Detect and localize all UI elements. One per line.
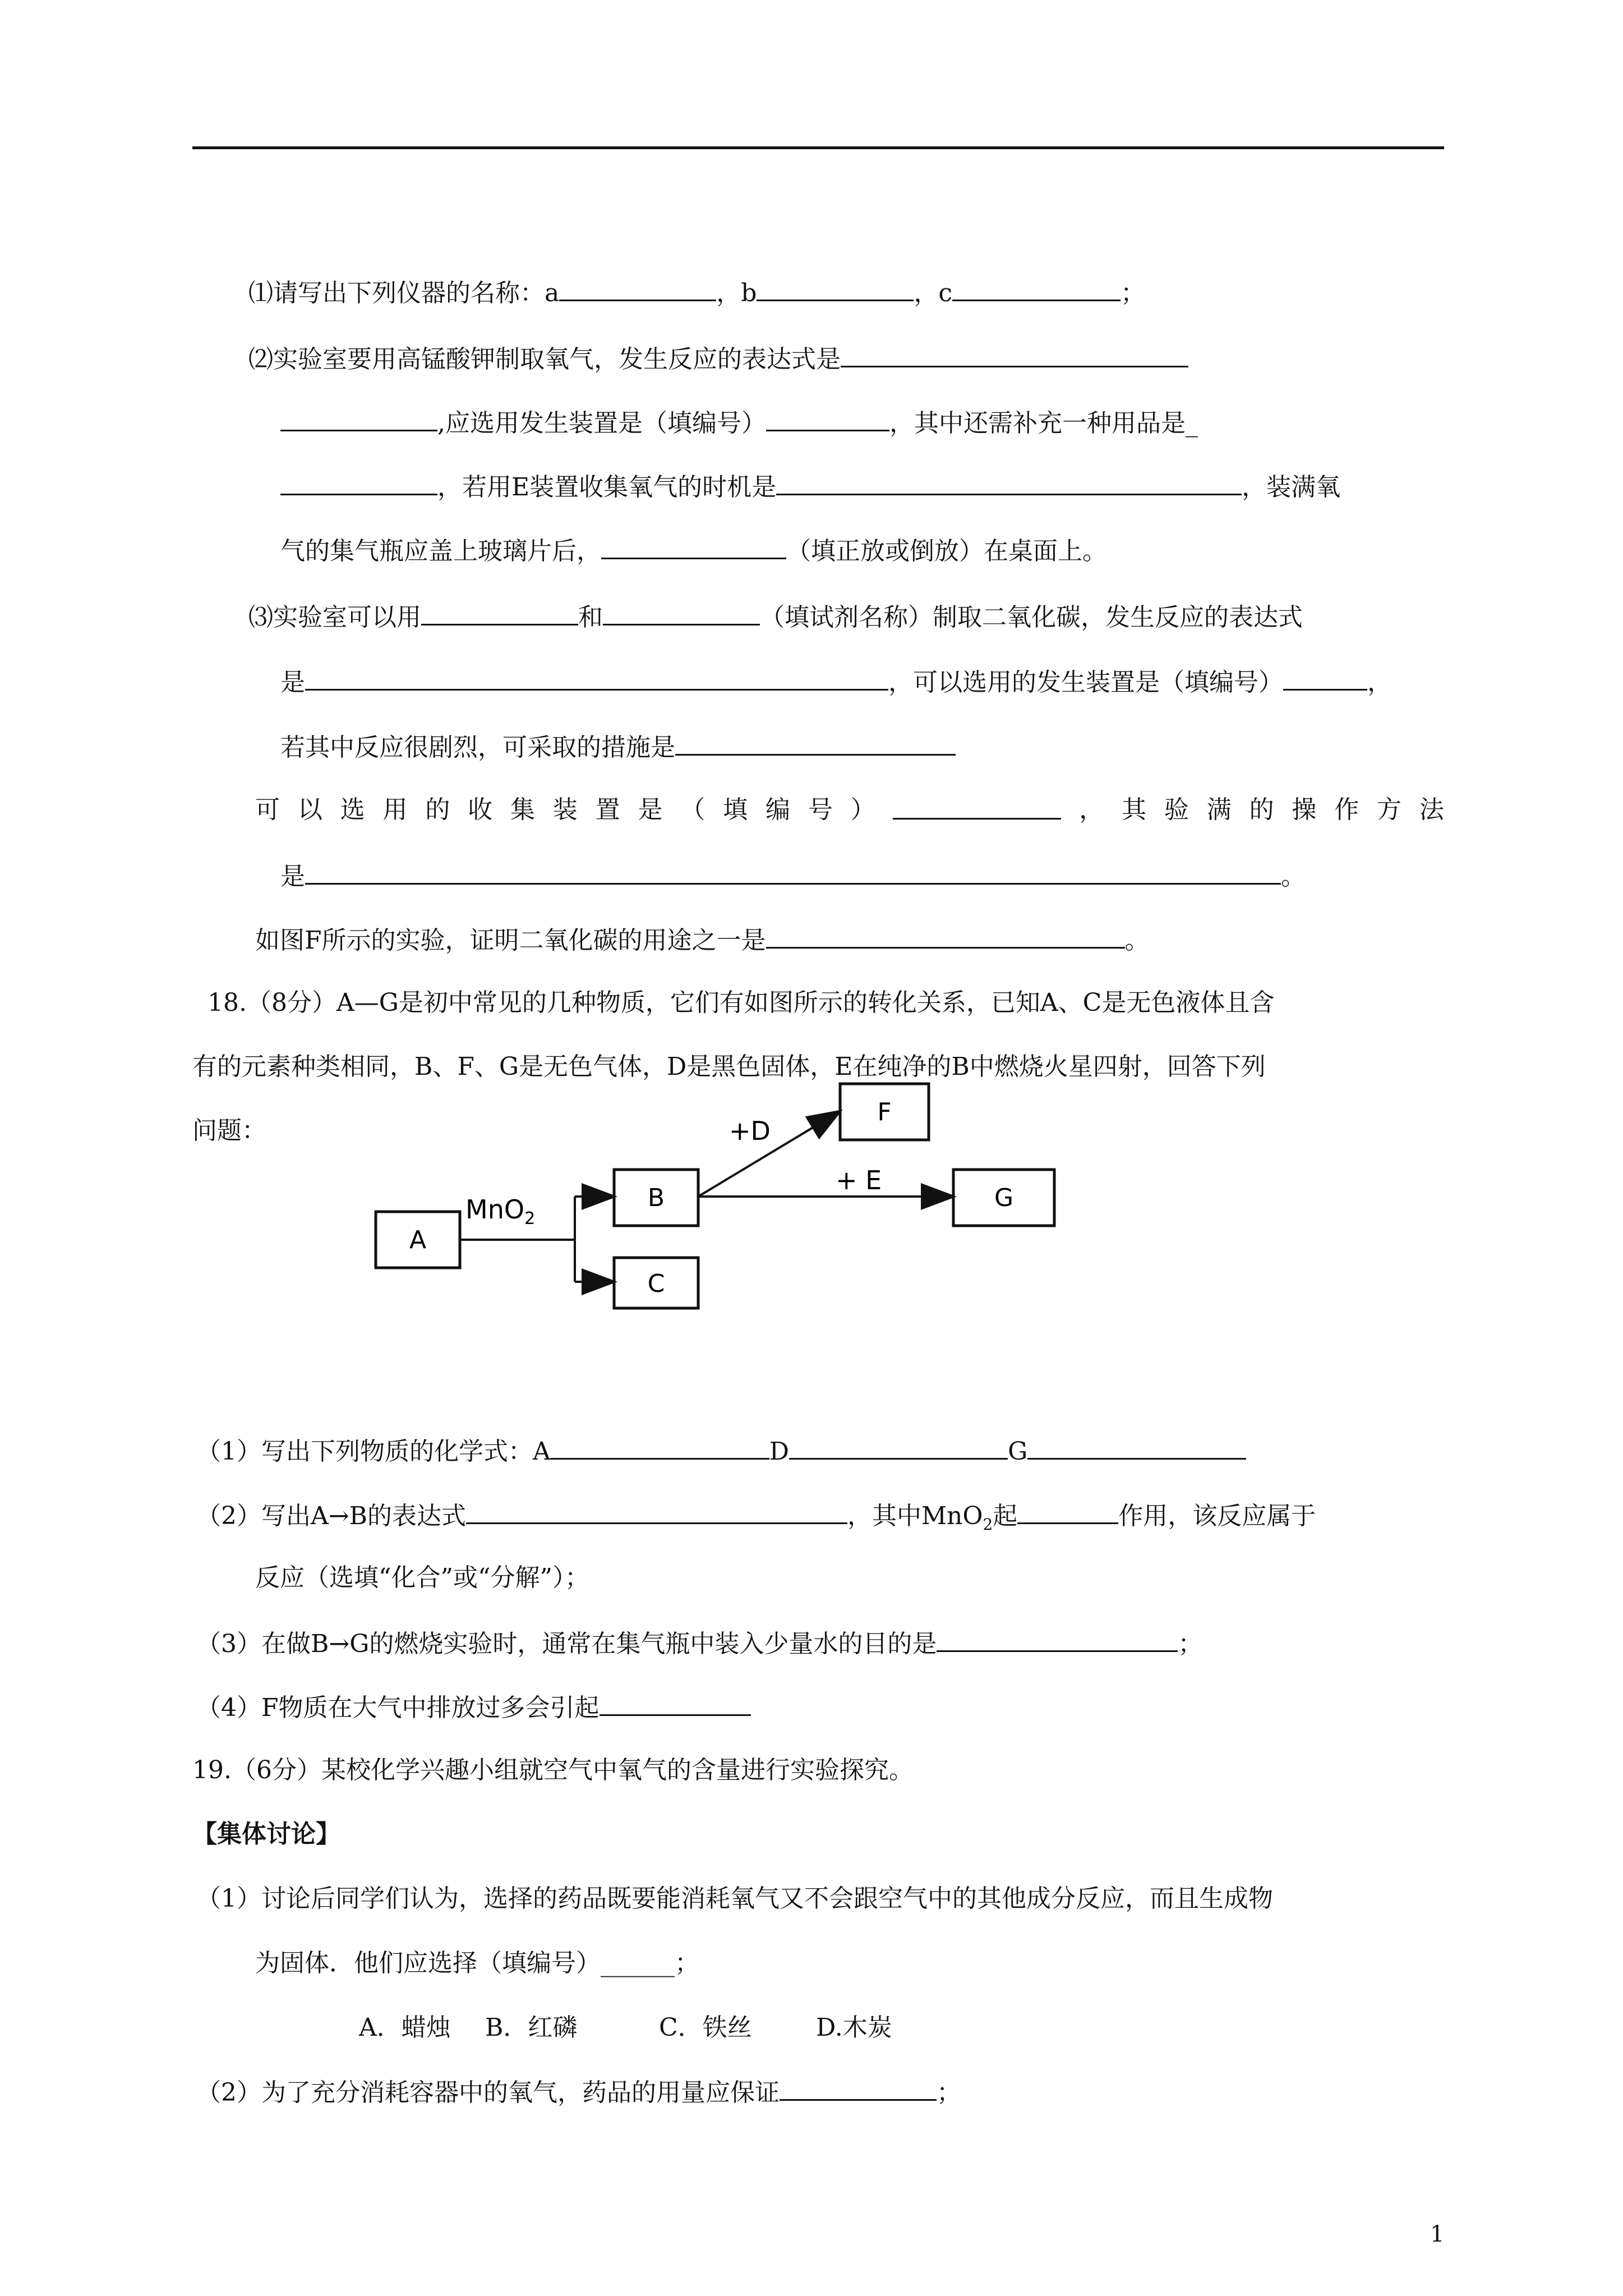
box-C xyxy=(614,1258,698,1308)
blank-co2-use[interactable] xyxy=(766,922,1125,949)
blank-supplement[interactable] xyxy=(280,469,437,495)
blank-formula-A[interactable] xyxy=(551,1433,769,1460)
q17-part3-line5: 是 。 xyxy=(280,858,1306,894)
q17-part3-line2: 是 ，可以选用的发生装置是（填编号） ， xyxy=(280,664,1392,700)
blank-b[interactable] xyxy=(757,275,914,301)
q19-stem: 19.（6分）某校化学兴趣小组就空气中氧气的含量进行实验探究。 xyxy=(192,1756,914,1784)
q19-sub2: （2）为了充分消耗容器中的氧气，药品的用量应保证 ； xyxy=(196,2074,961,2110)
q17-part2-line4: 气的集气瓶应盖上玻璃片后， （填正放或倒放）在桌面上。 xyxy=(280,533,1107,568)
option-b[interactable]: B．红磷 xyxy=(485,2013,578,2042)
blank-co2-equation[interactable] xyxy=(305,664,888,691)
blank-kmno4-equation-cont[interactable] xyxy=(280,405,437,431)
box-G xyxy=(953,1170,1054,1226)
q17-part3-line6: 如图F所示的实验，证明二氧化碳的用途之一是 。 xyxy=(255,922,1150,958)
blank-co2-generator[interactable] xyxy=(1283,664,1367,691)
blank-a[interactable] xyxy=(559,275,716,301)
blank-water-purpose[interactable] xyxy=(937,1626,1178,1652)
q17-part2-line3: ，若用E装置收集氧气的时机是 ，装满氧 xyxy=(280,469,1340,504)
q18-stem-line3: 问题： xyxy=(192,1116,266,1145)
box-F xyxy=(840,1084,929,1140)
q18-stem-line1: 18.（8分）A—G是初中常见的几种物质，它们有如图所示的转化关系，已知A、C是无色液体且含 xyxy=(208,988,1275,1017)
q17-part1: ⑴请写出下列仪器的名称：a ，b ，c ； xyxy=(248,275,1145,310)
blank-reagent1[interactable] xyxy=(421,599,578,625)
q17-part2-line1: ⑵实验室要用高锰酸钾制取氧气，发生反应的表达式是 xyxy=(248,341,1188,376)
option-d[interactable]: D.木炭 xyxy=(816,2013,892,2042)
q18-sub2-line1: （2）写出A→B的表达式 ，其中MnO$_2$起 作用，该反应属于 xyxy=(196,1498,1316,1542)
page-number: 1 xyxy=(1430,2221,1445,2247)
blank-F-effect[interactable] xyxy=(600,1690,751,1716)
blank-reagent2[interactable] xyxy=(603,599,760,625)
box-A xyxy=(376,1212,460,1268)
header-rule xyxy=(192,146,1444,149)
q19-sub1-line1: （1）讨论后同学们认为，选择的药品既要能消耗氧气又不会跟空气中的其他成分反应，而且生成物 xyxy=(196,1884,1273,1913)
svg-text:G: G xyxy=(994,1184,1014,1212)
catalyst-label: MnO$_2$ xyxy=(465,1194,536,1228)
blank-collector[interactable] xyxy=(893,793,1061,820)
q17-part3-line3: 若其中反应很剧烈，可采取的措施是 xyxy=(280,729,956,765)
blank-generator[interactable] xyxy=(766,405,889,431)
blank-check-full-method[interactable] xyxy=(305,858,1281,885)
q19-options xyxy=(359,2011,892,2045)
blank-placement[interactable] xyxy=(601,533,786,559)
box-B xyxy=(614,1170,698,1226)
label-plus-D: +D xyxy=(729,1116,771,1146)
q17-part3-line4: 可 以 选 用 的 收 集 装 置 是 （ 填 编 号 ） ， 其 验 满 的 操 作 方 法 xyxy=(255,793,1444,827)
blank-A-to-B-equation[interactable] xyxy=(466,1498,847,1524)
q17-part3-line1: ⑶实验室可以用 和 （填试剂名称）制取二氧化碳，发生反应的表达式 xyxy=(248,599,1303,634)
blank-formula-D[interactable] xyxy=(789,1433,1008,1460)
blank-measure[interactable] xyxy=(675,729,956,756)
q19-heading: 【集体讨论】 xyxy=(192,1820,340,1848)
option-c[interactable]: C．铁丝 xyxy=(659,2013,752,2042)
svg-text:A: A xyxy=(409,1226,427,1254)
q18-transformation-diagram xyxy=(365,1077,1071,1313)
q17-part2-line2: ,应选用发生装置是（填编号） ，其中还需补充一种用品是_ xyxy=(280,405,1198,440)
blank-collect-timing[interactable] xyxy=(776,469,1242,495)
q18-sub2-line2: 反应（选填“化合”或“分解”）； xyxy=(255,1563,589,1592)
q18-sub1: （1）写出下列物质的化学式：A D G xyxy=(196,1433,1246,1469)
q19-sub1-line2: 为固体．他们应选择（填编号）______； xyxy=(255,1949,699,1977)
svg-text:F: F xyxy=(877,1098,892,1126)
q18-sub3: （3）在做B→G的燃烧实验时，通常在集气瓶中装入少量水的目的是 ； xyxy=(196,1626,1202,1661)
label-plus-E: + E xyxy=(836,1165,882,1195)
svg-text:C: C xyxy=(647,1269,665,1298)
q18-stem-line2: 有的元素种类相同，B、F、G是无色气体，D是黑色固体，E在纯净的B中燃烧火星四射，回答下列 xyxy=(192,1052,1266,1081)
blank-c[interactable] xyxy=(952,275,1121,301)
blank-reagent-amount[interactable] xyxy=(780,2074,937,2101)
svg-text:B: B xyxy=(647,1184,665,1212)
q18-sub4: （4）F物质在大气中排放过多会引起 xyxy=(196,1690,751,1725)
blank-mno2-role[interactable] xyxy=(1017,1498,1118,1524)
blank-kmno4-equation[interactable] xyxy=(841,341,1188,367)
option-a[interactable]: A．蜡烛 xyxy=(359,2013,451,2042)
blank-formula-G[interactable] xyxy=(1027,1433,1246,1460)
